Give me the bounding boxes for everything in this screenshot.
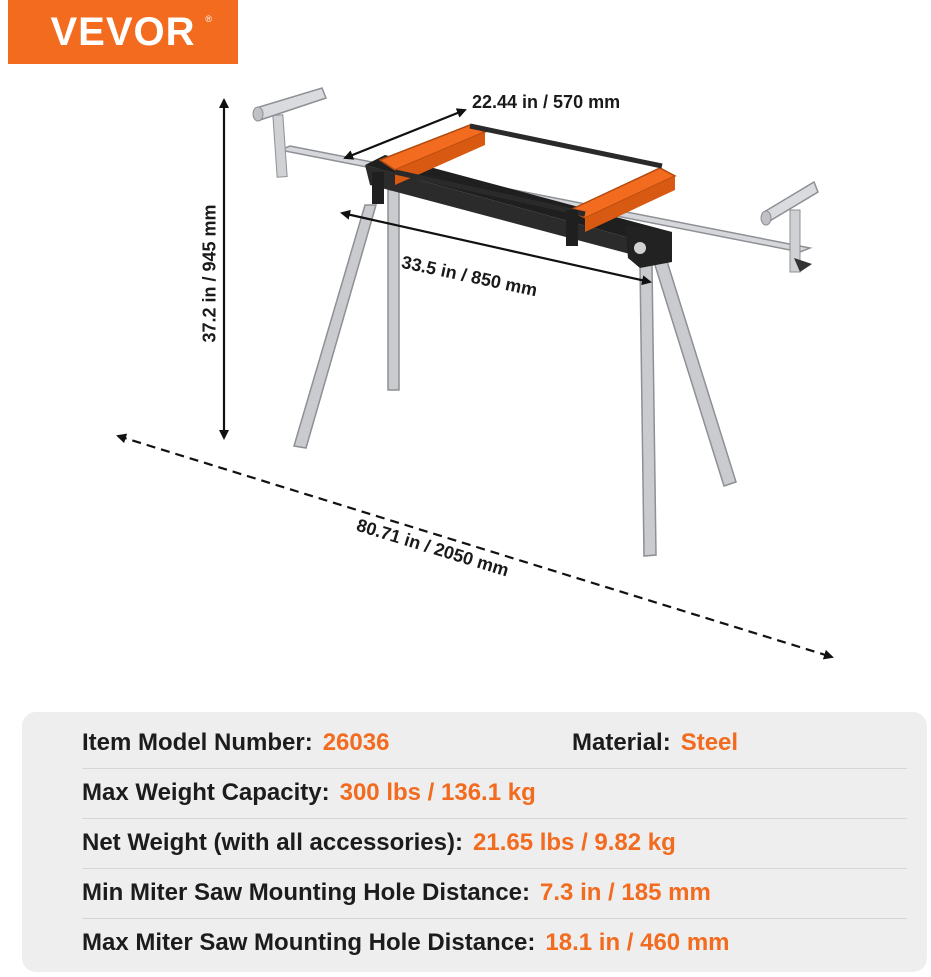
length-label: 33.5 in / 850 mm	[399, 252, 540, 301]
spec-row-net-weight	[82, 818, 907, 869]
model-value: 26036	[322, 729, 390, 756]
material-label: Material:	[572, 729, 671, 756]
extension-bar	[253, 88, 818, 272]
depth-label: 22.44 in / 570 mm	[472, 92, 621, 112]
extended-length-label: 80.71 in / 2050 mm	[354, 515, 512, 581]
model-label: Item Model Number:	[82, 729, 313, 756]
material-value: Steel	[680, 729, 739, 756]
net-weight-label: Net Weight (with all accessories):	[82, 829, 463, 856]
spec-row-max-hole	[82, 918, 907, 968]
height-label: 37.2 in / 945 mm	[199, 204, 220, 343]
max-hole-label: Max Miter Saw Mounting Hole Distance:	[82, 929, 536, 956]
capacity-label: Max Weight Capacity:	[82, 779, 330, 806]
registered-mark: ®	[205, 14, 212, 24]
capacity-value: 300 lbs / 136.1 kg	[339, 779, 536, 806]
left-roller	[253, 88, 326, 121]
min-hole-value: 7.3 in / 185 mm	[540, 879, 711, 906]
spec-row-capacity	[82, 768, 907, 819]
net-weight-value: 21.65 lbs / 9.82 kg	[473, 829, 676, 856]
spec-row-model	[82, 718, 907, 769]
max-hole-value: 18.1 in / 460 mm	[545, 929, 730, 956]
specifications-panel	[22, 712, 927, 972]
logo-text: VEVOR	[50, 9, 196, 54]
material-cell	[572, 729, 738, 757]
spec-row-min-hole	[82, 868, 907, 919]
min-hole-label: Min Miter Saw Mounting Hole Distance:	[82, 879, 531, 906]
